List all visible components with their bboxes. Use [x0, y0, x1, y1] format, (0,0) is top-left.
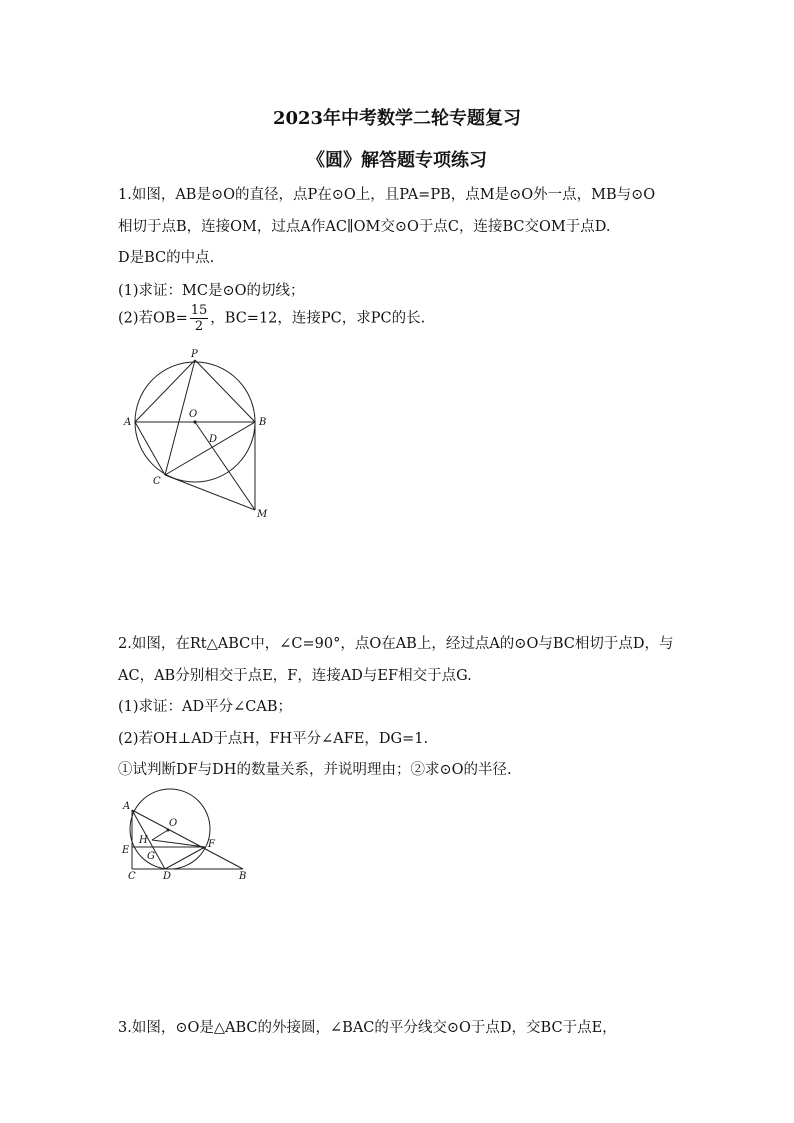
q1-label-c: C [153, 476, 161, 487]
q2-label-b: B [239, 871, 247, 882]
q1-label-a: A [124, 417, 132, 428]
q1-line1: 1.如图，AB是⊙O的直径，点P在⊙O上，且PA=PB，点M是⊙O外一点，MB与⊙O [118, 187, 656, 203]
q1-label-o: O [189, 409, 198, 420]
q2-line4: (2)若OH⊥AD于点H，FH平分∠AFE，DG=1. [118, 731, 429, 747]
doc-title: 2023年中考数学二轮专题复习 [272, 108, 522, 129]
q1-line4: (1)求证：MC是⊙O的切线； [118, 283, 305, 299]
q2-line2: AC，AB分别相交于点E，F，连接AD与EF相交于点G. [118, 668, 472, 684]
q1-segment-ac [135, 422, 165, 475]
q2-label-c: C [128, 871, 136, 882]
q2-line5: ①试判断DF与DH的数量关系，并说明理由；②求⊙O的半径. [118, 762, 512, 778]
fraction-denominator: 2 [194, 319, 204, 334]
doc-subtitle: 《圆》解答题专项练习 [307, 150, 487, 171]
q2-label-a: A [123, 801, 131, 812]
fraction [190, 303, 209, 334]
q2-label-h: H [139, 835, 148, 846]
q2-label-g: G [147, 851, 155, 862]
q2-line3: (1)求证：AD平分∠CAB； [118, 699, 293, 715]
q2-label-e: E [122, 845, 130, 856]
q1-line5-post: ，BC=12，连接PC，求PC的长. [210, 310, 426, 327]
q1-segment-bc [165, 422, 255, 475]
q1-label-b: B [259, 417, 267, 428]
q1-line2: 相切于点B，连接OM，过点A作AC∥OM交⊙O于点C，连接BC交OM于点D. [118, 219, 611, 235]
q1-segment-om [195, 422, 255, 510]
q2-segment-oh [152, 830, 168, 840]
q1-label-p: P [191, 349, 198, 360]
q2-label-f: F [208, 839, 215, 850]
q2-segment-fh [152, 840, 205, 847]
q1-line5 [118, 303, 425, 334]
q2-line1: 2.如图，在Rt△ABC中，∠C=90°，点O在AB上，经过点A的⊙O与BC相切于点D，与 [118, 636, 674, 652]
q1-label-m: M [257, 509, 268, 520]
q2-circle [130, 789, 210, 869]
q2-figure [118, 795, 258, 885]
q1-figure [120, 345, 280, 525]
q1-line3: D是BC的中点. [118, 250, 215, 266]
fraction-numerator: 15 [190, 303, 208, 318]
q2-label-o: O [169, 818, 178, 829]
q1-center-dot [193, 420, 196, 423]
q3-line1: 3.如图，⊙O是△ABC的外接圆，∠BAC的平分线交⊙O于点D，交BC于点E， [118, 1020, 617, 1036]
q1-label-d: D [209, 434, 218, 445]
q1-line5-pre: (2)若OB= [118, 310, 188, 327]
q2-label-d: D [163, 871, 172, 882]
